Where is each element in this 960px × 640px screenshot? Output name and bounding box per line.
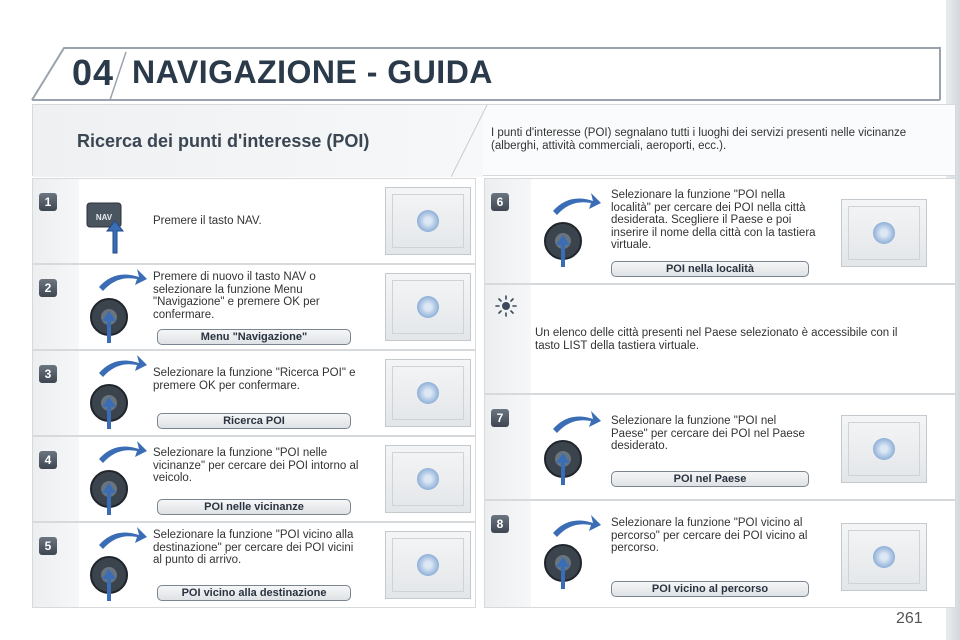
steps-left-column xyxy=(32,178,476,608)
tip-text: Un elenco delle città presenti nel Paese selezionato è accessibile con il tasto LIST della tastiera virtuale. xyxy=(535,327,898,352)
step-text: Selezionare la funzione "POI vicino alla destinazione" per cercare dei POI vicini al punto di arrivo. xyxy=(153,529,354,566)
step-text: Premere il tasto NAV. xyxy=(153,215,262,227)
step-number: 6 xyxy=(491,193,509,211)
rotary-knob-icon xyxy=(81,351,151,431)
step-text: Selezionare la funzione "POI nel Paese" per cercare dei POI nel Paese desiderato. xyxy=(611,415,805,452)
step-2 xyxy=(32,264,476,350)
dial-knob-icon xyxy=(417,468,439,490)
page-number: 261 xyxy=(896,610,923,627)
dial-knob-icon xyxy=(417,210,439,232)
rotary-knob-icon xyxy=(535,189,605,269)
menu-label: POI nelle vicinanze xyxy=(157,499,351,515)
lightbulb-icon xyxy=(495,295,517,317)
menu-label: POI vicino al percorso xyxy=(611,581,809,597)
dial-knob-icon xyxy=(417,554,439,576)
rotary-knob-icon xyxy=(81,523,151,603)
step-text: Selezionare la funzione "POI nella località" per cercare dei POI nella città desiderata. Scegliere il Paese e poi inserire il nome della città con la tastiera virtuale. xyxy=(611,189,816,251)
step-5 xyxy=(32,522,476,608)
section-banner xyxy=(32,104,956,176)
chapter-title: NAVIGAZIONE - GUIDA xyxy=(132,54,493,90)
section-title: Ricerca dei punti d'interesse (POI) xyxy=(77,131,370,151)
display-panel-image xyxy=(385,359,471,427)
rotary-knob-icon xyxy=(81,265,151,345)
menu-label: Menu "Navigazione" xyxy=(157,329,351,345)
step-8 xyxy=(484,500,956,608)
display-panel-image xyxy=(841,415,927,483)
dial-knob-icon xyxy=(873,438,895,460)
step-number: 3 xyxy=(39,365,57,383)
step-3 xyxy=(32,350,476,436)
menu-label: POI nel Paese xyxy=(611,471,809,487)
step-7 xyxy=(484,394,956,500)
step-text: Premere di nuovo il tasto NAV o selezionare la funzione Menu "Navigazione" e premere OK per confermare. xyxy=(153,271,320,321)
display-panel-image xyxy=(385,531,471,599)
rotary-knob-icon xyxy=(535,511,605,591)
step-text: Selezionare la funzione "POI nelle vicinanze" per cercare dei POI intorno al veicolo. xyxy=(153,447,359,484)
steps-right-column xyxy=(484,178,956,608)
step-number: 1 xyxy=(39,193,57,211)
menu-label: POI nella località xyxy=(611,261,809,277)
rotary-knob-icon xyxy=(535,407,605,487)
dial-knob-icon xyxy=(417,382,439,404)
menu-label: POI vicino alla destinazione xyxy=(157,585,351,601)
chapter-number: 04 xyxy=(72,52,115,93)
step-4 xyxy=(32,436,476,522)
dial-knob-icon xyxy=(873,546,895,568)
step-number: 7 xyxy=(491,409,509,427)
step-strip xyxy=(33,265,79,349)
display-panel-image xyxy=(385,273,471,341)
display-panel-image xyxy=(385,187,471,255)
display-panel-image xyxy=(841,523,927,591)
step-number: 4 xyxy=(39,451,57,469)
step-strip xyxy=(33,437,79,521)
dial-knob-icon xyxy=(873,222,895,244)
display-panel-image xyxy=(841,199,927,267)
step-strip xyxy=(33,179,79,263)
dial-knob-icon xyxy=(417,296,439,318)
step-text: Selezionare la funzione "POI vicino al percorso" per cercare dei POI vicino al percorso. xyxy=(611,517,808,554)
step-number: 2 xyxy=(39,279,57,297)
step-6 xyxy=(484,178,956,284)
step-strip xyxy=(33,523,79,607)
section-intro: I punti d'interesse (POI) segnalano tutti i luoghi dei servizi presenti nelle vicinanze (alberghi, attività commerciali, aeroporti, ecc.). xyxy=(491,127,907,152)
rotary-knob-icon xyxy=(81,437,151,517)
step-number: 8 xyxy=(491,515,509,533)
nav-key-icon xyxy=(83,195,143,259)
step-text: Selezionare la funzione "Ricerca POI" e premere OK per confermare. xyxy=(153,367,356,392)
step-number: 5 xyxy=(39,537,57,555)
step-1 xyxy=(32,178,476,264)
tip-box xyxy=(484,284,956,394)
nav-key-text: NAV xyxy=(95,213,113,222)
banner-divider xyxy=(451,105,491,177)
display-panel-image xyxy=(385,445,471,513)
step-strip xyxy=(33,351,79,435)
menu-label: Ricerca POI xyxy=(157,413,351,429)
